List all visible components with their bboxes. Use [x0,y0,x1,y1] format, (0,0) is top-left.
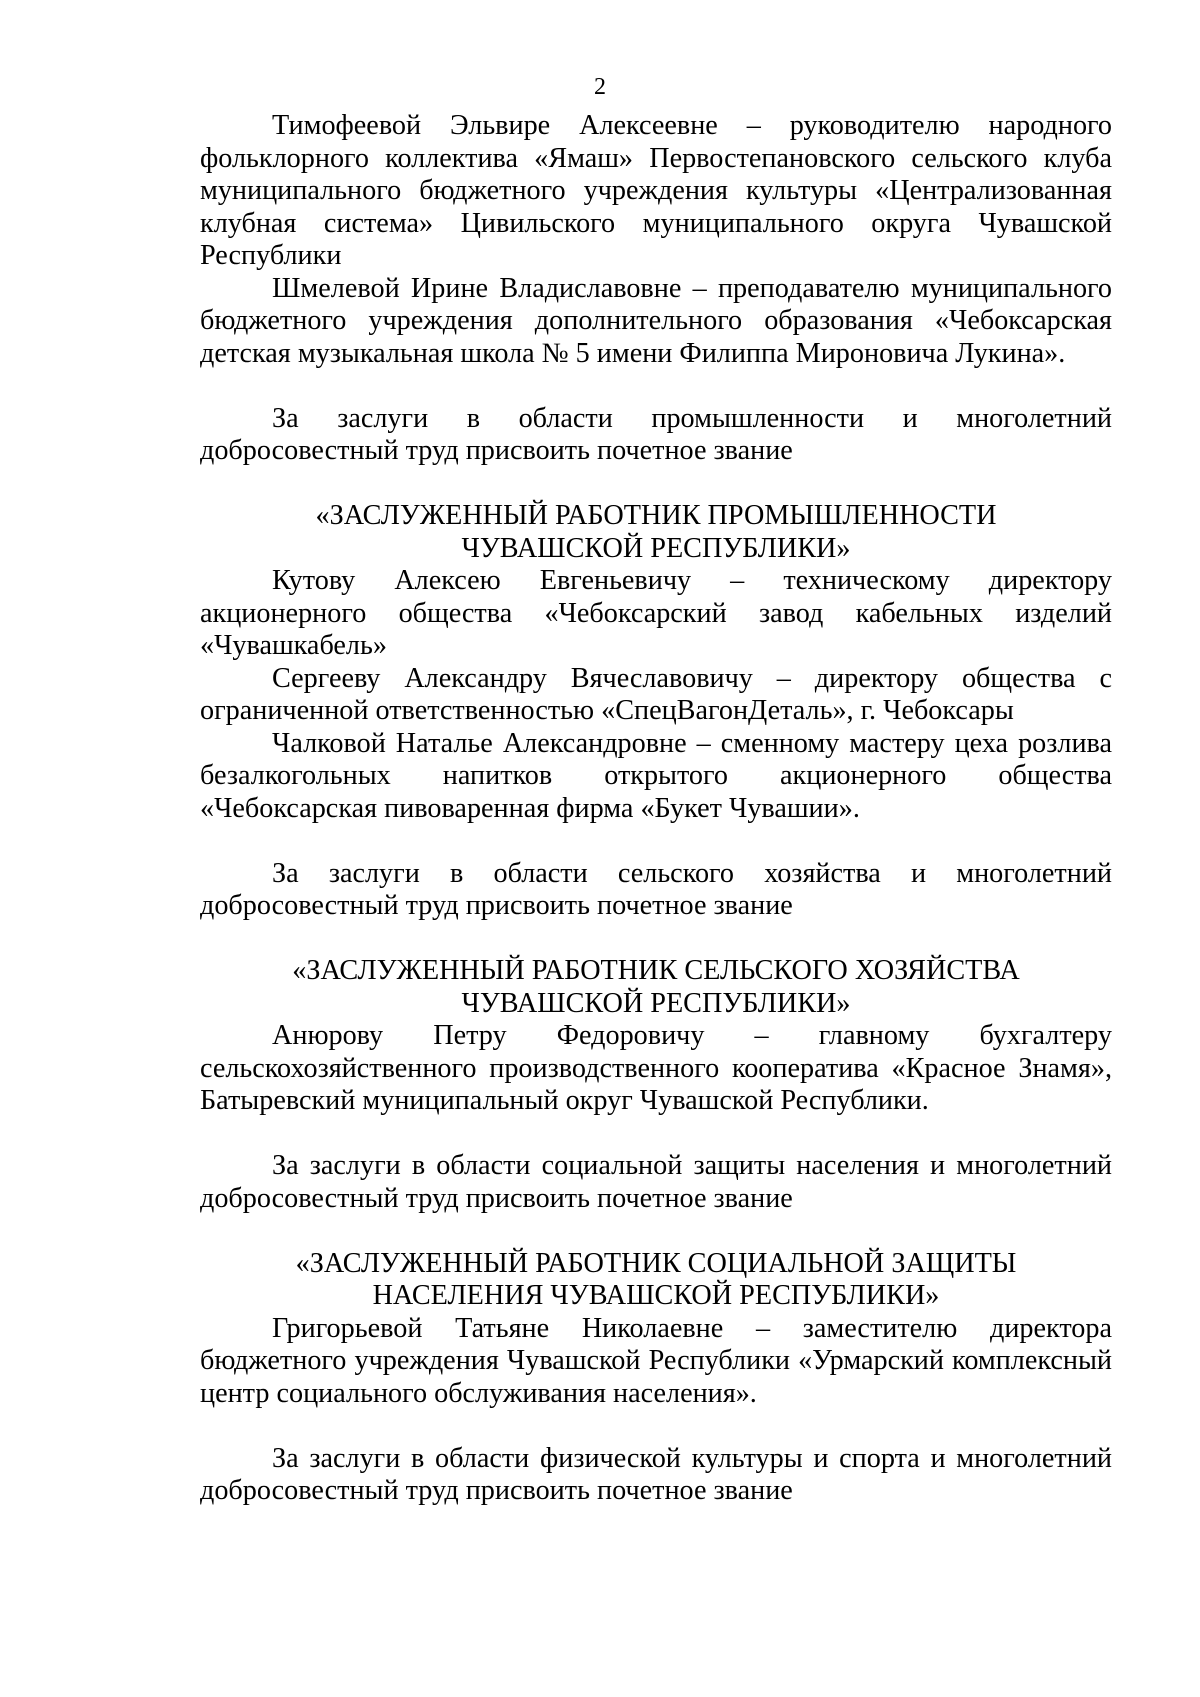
agriculture-title [200,955,1112,1020]
social-title [200,1248,1112,1313]
award-recipient-paragraph: Чалковой Наталье Александровне – сменному мастеру цеха розлива безалкогольных напитков открытого акционерного общества «Чебоксарская пивоваренная фирма «Букет Чувашии». [200,727,1112,824]
social-title-line-2: НАСЕЛЕНИЯ ЧУВАШСКОЙ РЕСПУБЛИКИ» [372,1280,940,1311]
social-title-line-1: «ЗАСЛУЖЕННЫЙ РАБОТНИК СОЦИАЛЬНОЙ ЗАЩИТЫ [295,1247,1017,1279]
award-recipient-paragraph: Тимофеевой Эльвире Алексеевне – руководителю народного фольклорного коллектива «Ямаш» Первостепановского сельского клуба муниципального бюджетного учреждения культуры «Централизованная клубная система» Цивильского муниципального округа Чувашской Республики [200,110,1112,271]
paragraph-spacer [200,1215,1112,1248]
agriculture-intro-paragraph: За заслуги в области сельского хозяйства и многолетний добросовестный труд присвоить почетное звание [200,857,1112,921]
award-recipient-paragraph: Шмелевой Ирине Владиславовне – преподавателю муниципального бюджетного учреждения дополнительного образования «Чебоксарская детская музыкальная школа № 5 имени Филиппа Мироновича Лукина». [200,272,1112,369]
paragraph-spacer [200,468,1112,501]
agriculture-title-line-2: ЧУВАШСКОЙ РЕСПУБЛИКИ» [461,987,851,1019]
paragraph-spacer [200,370,1112,403]
page-number: 2 [594,74,606,100]
industry-title-line-2: ЧУВАШСКОЙ РЕСПУБЛИКИ» [461,532,851,564]
industry-title-line-1: «ЗАСЛУЖЕННЫЙ РАБОТНИК ПРОМЫШЛЕННОСТИ [315,500,997,531]
agriculture-title-line-1: «ЗАСЛУЖЕННЫЙ РАБОТНИК СЕЛЬСКОГО ХОЗЯЙСТВА [292,955,1020,986]
award-recipient-paragraph: Сергееву Александру Вячеславовичу – директору общества с ограниченной ответственностью «СпецВагонДеталь», г. Чебоксары [200,662,1112,726]
paragraph-spacer [200,923,1112,956]
paragraph-spacer [200,1118,1112,1151]
social-intro-paragraph: За заслуги в области социальной защиты населения и многолетний добросовестный труд присвоить почетное звание [200,1150,1112,1214]
award-recipient-paragraph: Кутову Алексею Евгеньевичу – техническому директору акционерного общества «Чебоксарский завод кабельных изделий «Чувашкабель» [200,565,1112,661]
sport-intro-paragraph: За заслуги в области физической культуры и спорта и многолетний добросовестный труд присвоить почетное звание [200,1442,1112,1506]
industry-intro-paragraph: За заслуги в области промышленности и многолетний добросовестный труд присвоить почетное звание [200,402,1112,466]
award-recipient-paragraph: Анюрову Петру Федоровичу – главному бухгалтеру сельскохозяйственного производственного кооператива «Красное Знамя», Батыревский муниципальный округ Чувашской Республики. [200,1020,1112,1116]
award-recipient-paragraph: Григорьевой Татьяне Николаевне – заместителю директора бюджетного учреждения Чувашской Республики «Урмарский комплексный центр социального обслуживания населения». [200,1312,1112,1409]
industry-title [200,500,1112,565]
paragraph-spacer [200,825,1112,858]
document-body [200,110,1112,1508]
paragraph-spacer [200,1410,1112,1443]
